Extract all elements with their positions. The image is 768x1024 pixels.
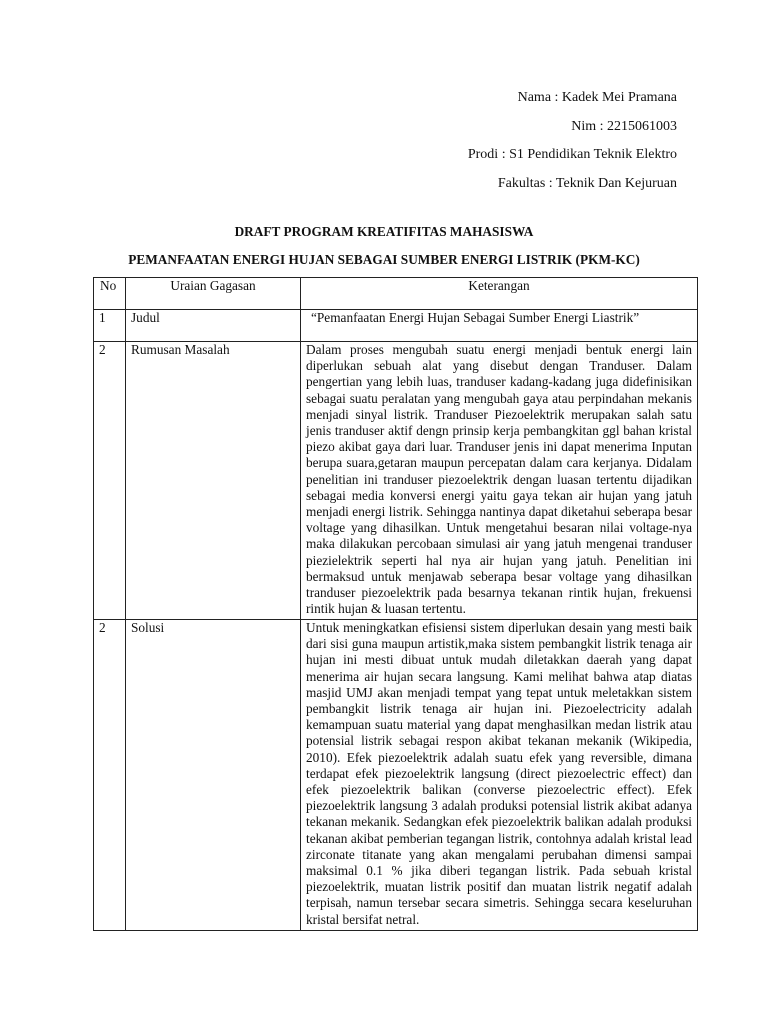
student-nim: Nim : 2215061003 bbox=[571, 118, 677, 134]
table-row bbox=[94, 620, 698, 931]
row-topic: Judul bbox=[126, 310, 301, 342]
student-identity-block bbox=[468, 88, 677, 202]
idea-table bbox=[93, 277, 698, 931]
row-number: 1 bbox=[94, 310, 126, 342]
row-description: Dalam proses mengubah suatu energi menjadi bentuk energi lain diperlukan sebuah alat yang disebut dengan Tranduser. Dalam pengertian yang lebih luas, tranduser kadang-kadang juga didefinisikan sebagai suatu peralatan yang mengubah gaya atau perpindahan mekanis menjadi sinyal listrik. Tranduser Piezoelektrik merupakan salah satu jenis tranduser aktif dengn prinsip kerja pembangkitan ggl bahan kristal piezo akibat gaya dari luar. Tranduser jenis ini dapat menerima Inputan berupa suara,getaran maupun percepatan dalam cara kerjanya. Didalam penelitian ini tranduser piezoelektrik dengan luasan tertentu dijadikan sebagai media konversi energi yaitu gaya tekan air hujan yang jatuh menjadi energi listrik. Sehingga nantinya dapat diketahui seberapa besar voltage yang dihasilkan. Untuk mengetahui besaran nilai voltage-nya maka dilakukan percobaan simulasi air yang jatuh mengenai tranduser piezielektrik seperti hal nya air hujan yang jatuh. Penelitian ini bermaksud untuk menjawab seberapa besar voltage yang dihasilkan tranduser piezoelektrik pada besarnya tekanan rintik hujan, frekuensi rintik hujan & luasan tertentu. bbox=[301, 342, 698, 620]
row-number: 2 bbox=[94, 620, 126, 931]
row-topic: Rumusan Masalah bbox=[126, 342, 301, 620]
row-number: 2 bbox=[94, 342, 126, 620]
document-subtitle: PEMANFAATAN ENERGI HUJAN SEBAGAI SUMBER ENERGI LISTRIK (PKM-KC) bbox=[128, 252, 640, 267]
row-description: Untuk meningkatkan efisiensi sistem diperlukan desain yang mesti baik dari sisi guna maupun artistik,maka sistem pembangkit listrik tenaga air hujan ini mesti dibuat untuk mudah diletakkan daerah yang dapat menerima air hujan secara langsung. Kami melihat bahwa atap diatas masjid UMJ akan menjadi tempat yang tepat untuk meletakkan sistem pembangkit listrik tenaga air hujan ini. Piezoelectricity adalah kemampuan suatu material yang dapat menghasilkan medan listrik atau potensial listrik sebagai respon akibat tekanan mekanik (Wikipedia, 2010). Efek piezoelektrik adalah suatu efek yang reversible, dimana terdapat efek piezoelektrik langsung (direct piezoelectric effect) dan efek piezoelektrik balikan (converse piezoelectric effect). Efek piezoelektrik langsung 3 adalah produksi potensial listrik akibat adanya tekanan mekanik. Sedangkan efek piezoelektrik balikan adalah produksi tekanan akibat pemberian tegangan listrik, contohnya adalah kristal lead zirconate titanate yang akan mengalami perubahan dimensi sampai maksimal 0.1 % jika diberi tegangan listrik. Pada sebuah kristal piezoelektrik, muatan listrik positif dan muatan listrik negatif adalah terpisah, namun tersebar secara simetris. Sehingga secara keseluruhan kristal bersifat netral. bbox=[301, 620, 698, 931]
header-keterangan: Keterangan bbox=[301, 278, 698, 310]
row-description: “Pemanfaatan Energi Hujan Sebagai Sumber Energi Liastrik” bbox=[301, 310, 698, 342]
student-faculty: Fakultas : Teknik Dan Kejuruan bbox=[497, 175, 677, 191]
table-row bbox=[94, 342, 698, 620]
table-header-row bbox=[94, 278, 698, 310]
header-uraian: Uraian Gagasan bbox=[126, 278, 301, 310]
table-row bbox=[94, 310, 698, 342]
header-no: No bbox=[94, 278, 126, 310]
student-name: Nama : Kadek Mei Pramana bbox=[517, 90, 677, 105]
student-prodi: Prodi : S1 Pendidikan Teknik Elektro bbox=[467, 147, 677, 162]
document-title: DRAFT PROGRAM KREATIFITAS MAHASISWA bbox=[234, 224, 534, 239]
row-topic: Solusi bbox=[126, 620, 301, 931]
